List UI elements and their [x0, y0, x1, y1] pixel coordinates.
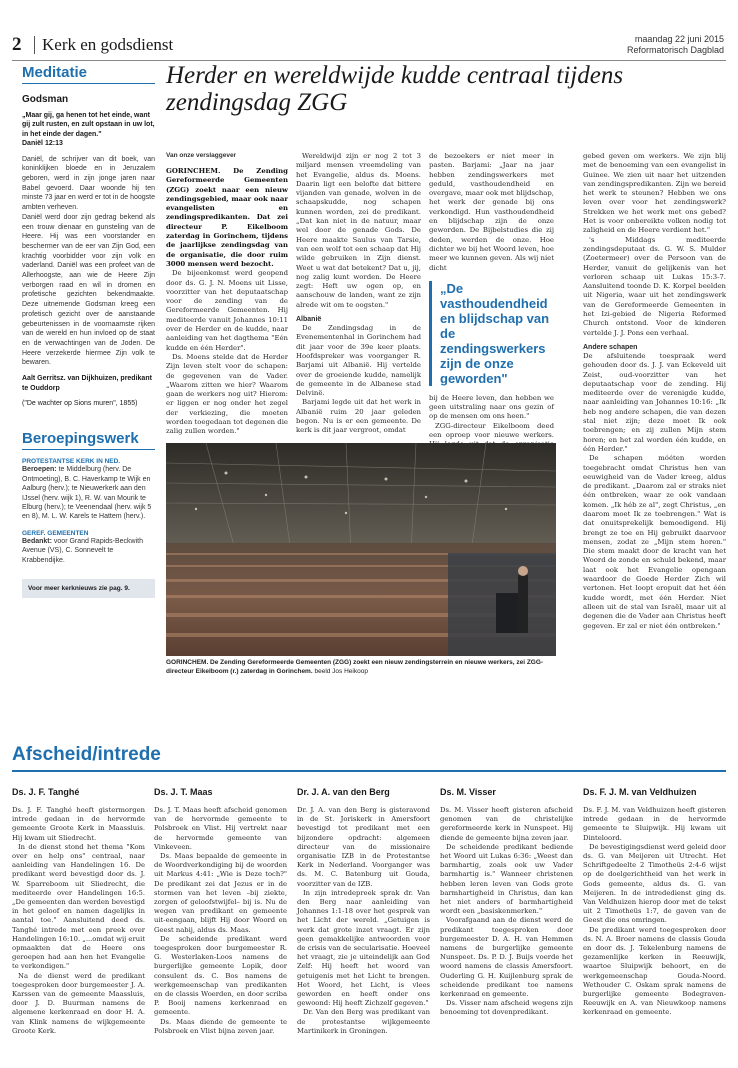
beroepingswerk-rule	[22, 449, 155, 450]
afscheid-paragraph: Ds. F. J. M. van Veldhuizen heeft gisteren intrede gedaan in de hervormde gemeente te Sluipwijk. Hij kwam uit Dinteloord.	[583, 806, 726, 842]
beroepingswerk-entry	[22, 537, 155, 565]
afscheid-column-4	[440, 787, 573, 1018]
meditatie-quote	[22, 111, 155, 149]
afscheid-column-2	[154, 787, 287, 1036]
afscheid-paragraph: Ds. M. Visser heeft gisteren afscheid genomen van de christelijke gereformeerde kerk in Nunspeet. Hij diende de gemeente bijna zeven jaar.	[440, 806, 573, 842]
afscheid-paragraph: De scheidende predikant werd toegesproken door burgemeester R. G. Westerlaken-Loos namens de burgerlijke gemeente Lopik, door consulent ds. C. Bos namens de werkgemeenschap van predikanten en de classis Woerden, en door scriba P. Booij namens kerkenraad en gemeente.	[154, 934, 287, 1017]
article-paragraph: ZGG-directeur Eikelboom deed een oproep voor nieuwe werkers.	[429, 421, 554, 440]
event-hall-photo	[166, 443, 556, 656]
afscheid-column-5	[583, 787, 726, 1018]
afscheid-column-1	[12, 787, 145, 1036]
afscheid-paragraph: Na de dienst werd de predikant toegesproken door burgemeester J. A. Karssen van de gemeente Maassluis, door J. D. Buurman namens de algemene kerkenraad en door H. A. van Klink namens de wijkgemeente Groote Kerk.	[12, 971, 145, 1035]
entry-label: Bedankt:	[22, 537, 52, 545]
entry-text: voor Grand Rapids-Beckwith Avenue (VS), C. Sonnevelt te Krabbendijke.	[22, 537, 143, 564]
meditatie-heading: Meditatie	[22, 64, 88, 81]
header-rule	[12, 60, 726, 61]
issue-date: maandag 22 juni 2015	[634, 34, 724, 44]
subhead-andere-schapen: Andere schapen	[583, 343, 638, 351]
afscheid-paragraph: Dr. J. A. van den Berg is gisteravond in de St. Joriskerk in Amersfoort bevestigd tot predikant met een bijzondere opdracht: algemeen directeur van de missionaire organisatie IZB in de Protestantse Kerk in Nederland. Voorganger was ds. M. C. Batenburg uit Gouda, voorzitter van de IZB.	[297, 806, 430, 888]
afscheid-paragraph: Dr. Van den Berg was predikant van de protestantse wijkgemeente Martinikerk in Groningen.	[297, 1008, 430, 1035]
header-divider	[34, 36, 35, 54]
meditatie-body	[22, 155, 155, 368]
article-paragraph: Ds. Moens stelde dat de Herder Zijn leven stelt voor de schapen: de gegevenen van de Vader. „Waarom zitten we hier? Waarom gaan de werkers nog uit? Hierom: er liggen er nog onder het zegel der verkiezing, die moeten worden toegedaan tot degenen die zalig zullen worden."	[166, 352, 288, 436]
pull-quote: „De vasthoudendheid en blijdschap van de zendingswerkers zijn de onze geworden"	[429, 281, 554, 386]
minister-name: Ds. F. J. M. van Veldhuizen	[583, 787, 697, 797]
article-lead: GORINCHEM. De Zending Gereformeerde Gemeenten (ZGG) zoekt naar een nieuw zendingsgebied, maar ook naar evangelisten en zendingspredikanten. Dat zei directeur P. Eikelboom zaterdag in Gorinchem, tijdens de jaarlijkse zendingsdag van de organisatie, die door ruim 3000 mensen werd bezocht.	[166, 167, 288, 268]
afscheid-paragraph: In zijn intredepreek sprak dr. Van den Berg naar aanleiding van Johannes 1:1-18 over het gesprek van het Licht der wereld. „Getuigen is werk dat grote inzet vraagt. Er zijn geen gemakkelijke antwoorden voor de crisis van de secularisatie. Hoeveel het vraagt, zie je uiteindelijk aan God Zelf: Hij heeft het woord van getuigenis met het Licht te brengen. Het Woord, het Licht, is vlees geworden en heeft onder ons gewoond: Hij heeft Zichzelf gegeven."	[297, 888, 430, 1008]
afscheid-column-3	[297, 787, 430, 1036]
sidebar	[22, 64, 155, 676]
afscheid-paragraph: Voorafgaand aan de dienst werd de predikant toegesproken door burgemeester D. A. H. van Hemmen namens de burgerlijke gemeente Nunspeet. Ds. P. D. J. Buijs voerde het woord namens de classis Amersfoort. Ouderling G. H. Kuijlenburg sprak de scheidende predikant toe namens kerkenraad en gemeente.	[440, 916, 573, 999]
meditatie-author: Aalt Gerritsz. van Dijkhuizen, predikant te Ouddorp	[22, 375, 152, 392]
article-column-4	[583, 152, 726, 631]
beroepingswerk-entry	[22, 465, 155, 521]
afscheid-rule	[12, 770, 726, 772]
minister-name: Ds. M. Visser	[440, 787, 496, 797]
photo-credit: beeld Jos Heikoop	[314, 667, 368, 675]
minister-name: Ds. J. T. Maas	[154, 787, 213, 797]
section-title: Kerk en godsdienst	[42, 35, 174, 54]
article-paragraph: 's Middags mediteerde zendingsdeputaat ds. G. W. S. Mulder (Zoetermeer) over de Persoon van de Herder, vanuit de gelijkenis van het verloren schaap uit Lukas 15:3-7. Aansluitend toonde D. K. Korpel beelden uit Nigeria, waar uit het zendingswerk van de Gereformeerde Gemeenten in het Izi-gebied de Nigeria Reformed Church ontstond. Voor de kinderen vertelde J. J. Pons een verhaal.	[583, 235, 726, 337]
meditatie-rule	[22, 83, 155, 84]
article-paragraph: De Zendingsdag in de Evenementenhal in Gorinchem had dit jaar voor de 39e keer plaats. Hoofdspreker was voorganger R. Barjami uit Albanië. Hij vertelde over de groeiende kudde, namelijk de gemeente in de Albanese stad Delvinë.	[296, 324, 421, 398]
afscheid-heading: Afscheid/intrede	[12, 744, 161, 765]
more-news-link[interactable]: Voor meer kerknieuws zie pag. 9.	[22, 579, 155, 598]
afscheid-paragraph: Ds. Visser nam afscheid wegens zijn benoeming tot dovenpredikant.	[440, 999, 573, 1017]
article-paragraph: gebed geven om werkers. We zijn blij met de benoeming van een evangelist in Guinee. We zien uit naar het uitzenden van zendingspredikanten. Zijn we bereid het werk te steunen? Hebben we ons leven over voor het zendingswerk? Strekken we het werk met ons gebed? Het is voor onbereikte volken nodig tot zaligheid en de Heere verdient het."	[583, 152, 726, 235]
photo-caption	[166, 659, 556, 676]
entry-label: Beroepen:	[22, 466, 57, 474]
afscheid-paragraph: Ds. J. F. Tanghé heeft gistermorgen intrede gedaan in de hervormde gemeente Groote Kerk in Maassluis. Hij kwam uit Sliedrecht.	[12, 806, 145, 842]
afscheid-paragraph: De predikant werd toegesproken door ds. N. A. Broer namens de classis Gouda en door ds. J. Tekelenburg namens de gezamenlijke kerken in Reeuwijk, waartoe Sluipwijk behoort, en de werkgemeenschap Gouda-Noord. Wethouder C. Oskam sprak namens de burgerlijke gemeente Bodegraven-Reeuwijk en A. van Nieuwkoop namens kerkenraad en gemeente.	[583, 925, 726, 1017]
quote-text: „Maar gij, ga henen tot het einde, want gij zult rusten, en zult opstaan in uw lot, in het einde der dagen."	[22, 112, 155, 138]
minister-name: Dr. J. A. van den Berg	[297, 787, 390, 797]
article-paragraph: de bezoekers er niet meer in pasten. Barjami: „Jaar na jaar hebben zendingswerkers met geduld, vasthoudendheid en overgave, maar ook met blijdschap, het werk der genade bij ons verkondigd. Hun vasthoudendheid en blijdschap zijn de onze geworden. De Bijbelstudies die zij deden, werden de onze. Hoe dichter we bij het Woord leven, hoe meer we kunnen geven. Als wij niet dicht	[429, 152, 554, 272]
article-paragraph: De bijeenkomst werd geopend door ds. G. J. N. Moens uit Lisse, voorzitter van het deputaatschap voor de zending van de Gereformeerde Gemeenten. Hij mediteerde vanuit Johannes 10:11 over de Herder en de kudde, naar aanleiding van het dagthema "Eén kudde en één Herder".	[166, 269, 288, 352]
newspaper-name: Reformatorisch Dagblad	[626, 45, 724, 55]
article-headline: Herder en wereldwijde kudde centraal tijdens zendingsdag ZGG	[166, 62, 624, 116]
church-name: GEREF. GEMEENTEN	[22, 529, 89, 537]
afscheid-paragraph: De bevestigingsdienst werd geleid door ds. G. van Meijeren uit Utrecht. Het Schriftgedeelte 2 Timotheüs 2:4-6 wijst op de doelgerichtheid van het werk in Gods gemeente, aldus ds. G. van Meijeren. In de intrededienst ging ds. Van Veldhuizen hierop door met de tekst uit 2 Timotheüs 1:7, de gaven van de Geest die ons omringen.	[583, 842, 726, 925]
minister-name: Ds. J. F. Tanghé	[12, 787, 80, 797]
meditatie-paragraph: Daniël werd door zijn gedrag bekend als een trouw dienaar en gunsteling van de Heere. Hij was een voorstander en beschermer van de eer van Zijn God, een krachtig voorbidder voor zijn volk en vaderland. Daniël was een profeet van de Allerhoogste, aan wie de Heere Zijn verborgen raad en wil in dromen en profetische gezichten bekendmaakte. Deze uitnemende Godsman kreeg een profetisch gezicht over de aanstaande gebeurtenissen in de voornaamste rijken van de wereld en hun invloed op de staat en de verwachtingen van de Joden. De Heere verzekerde hiermee Zijn volk te bewaren.	[22, 213, 155, 367]
beroepingswerk-heading: Beroepingswerk	[22, 430, 139, 448]
afscheid-paragraph: In de dienst stond het thema "Kom over en help ons" centraal, naar aanleiding van Handelingen 16. De predikant werd bevestigd door ds. J. W. Sparreboom uit Sliedrecht, die mediteerde over Handelingen 16:5. „De gemeenten dan werden bevestigd in het geloof en namen dagelijks in aantal toe." Aansluitend deed ds. Tanghé intrede met een preek over Handelingen 16:10. „...omdat wij eruit opmaakten dat de Heere ons geroepen had aan hen het Evangelie te verkondigen."	[12, 842, 145, 971]
article-paragraph: Barjami legde uit dat het werk in Albanië ruim 20 jaar geleden begon. Nu is er een gemeente. De kerk is dit jaar vergroot, omdat	[296, 398, 421, 435]
entry-text: te Middelburg (herv. De Ontmoeting), B. C. Haverkamp te Wijk en Aalburg (herv.); te Nieuwerkerk aan den IJssel (herv. wijk 1), R. W. van Mourik te Elburg (herv.); te Veenendaal (herv. wijk 5 en 8), M. L. W. Karels te Hattem (herv.).	[22, 466, 152, 521]
afscheid-paragraph: De scheidende predikant bediende het Woord uit Lukas 6:36: „Weest dan barmhartig, zoals ook uw Vader barmhartig is." Wanneer christenen hebben leren leven van Gods grote barmhartigheid in Christus, dan kan het niet anders of barmhartigheid wordt een „basiskenmerken."	[440, 842, 573, 916]
church-name: PROTESTANTSE KERK IN NED.	[22, 458, 121, 466]
header-dateline	[627, 34, 724, 56]
article-column-2	[296, 152, 421, 436]
article-column-3	[429, 152, 554, 487]
page-number: 2	[12, 34, 22, 55]
meditatie-title: Godsman	[22, 94, 69, 105]
subhead-albanie: Albanië	[296, 316, 322, 324]
meditatie-paragraph: Daniël, de schrijver van dit boek, van koninklijken bloede en in Jeruzalem geboren, werd in zijn jonge jaren naar Babel gevoerd. Daar woonde hij ten minste 73 jaar en werd er tot in de hoogste ambten verheven.	[22, 155, 155, 212]
article-paragraph: De afsluitende toespraak werd gehouden door ds. J. J. van Eckeveld uit Zeist, oud-voorzitter van het deputaatschap voor de zending. Hij mediteerde over de verenigde kudde, naar aanleiding van Johannes 10:16: „Ik heb nog andere schapen, die van dezen stal niet zijn; deze moet Ik ook toebrengen; en zij zullen Mijn stem horen; en het zal worden één kudde, en één Herder."	[583, 351, 726, 453]
article-byline: Van onze verslaggever	[166, 152, 237, 159]
article-paragraph: Wereldwijd zijn er nog 2 tot 3 miljard mensen vreemdeling van het Evangelie, aldus ds. Moens. Daarin ligt een belofte dat bittere vijanden van genade, wolven in de schaapskudde, nog schapen kunnen worden, zei de predikant. „Dat kan niet in de natuur, maar wel door de genade Gods. De Heere maakte Saulus van Tarsie, van een wolf tot een schaap dat Hij wilde gebruiken in Zijn dienst. Weet u wat dat betekent? Dat u, jij, nog zalig kunt worden. De Heere zegt: Heft uw ogen op, en aanschouw de landen, want ze zijn alrede wit om te oogsten."	[296, 152, 421, 309]
article-column-1	[166, 152, 288, 437]
meditatie-source: ("De wachter op Sions muren", 1855)	[22, 399, 138, 407]
article-paragraph: De schapen móéten worden toegebracht omdat Christus hen van eeuwigheid van de Vader kreeg, aldus de predikant. „Daarom zal er straks niet één ontbreken, waar ze ook vandaan komen. „Ik héb ze al", zegt Christus, „en daarom moet Ik ze toebrengen." Wat is dat onuitsprekelijk bemoedigend. Hij brengt ze toe en Hij gebruikt daarvoor mensen, zodat ze „Mijn stem horen." Die stem maakt door de kracht van het Woord de zonde en schuld bekend, maar laat ook het Evangelie opengaan waardoor de Goede Herder Zich wil vertonen. Het loopt eropuit dat het één kudde wordt, met één Herder. Niet alleen uit de stal van Israël, maar uit al degenen die de Vader aan Christus heeft gegeven. Er zal er niet één ontbreken."	[583, 454, 726, 630]
afscheid-paragraph: Ds. Maas diende de gemeente te Polsbroek en Vlist bijna zeven jaar.	[154, 1017, 287, 1035]
article-paragraph: bij de Heere leven, dan hebben we geen uitstraling naar ons gezin of op de mensen om ons heen."	[429, 393, 554, 421]
afscheid-paragraph: Ds. J. T. Maas heeft afscheid genomen van de hervormde gemeente te Polsbroek en Vlist. Hij vertrekt naar de hervormde gemeente van Vinkeveen.	[154, 806, 287, 851]
afscheid-paragraph: Ds. Maas bepaalde de gemeente in de Woordverkondiging bij de woorden uit Markus 4:41: „Wie is Deze toch?" De predikant zei dat Jezus er in de stormen van het leven –bij ziekte, zorgen of geloofstwijfel– bij is. Nu de wegen van predikant en gemeente uit-eengaan, blijft Hij door Woord en Geest nabij, aldus ds. Maas.	[154, 852, 287, 934]
article-photo[interactable]	[166, 443, 556, 656]
quote-reference: Daniël 12:13	[22, 140, 63, 148]
caption-text: GORINCHEM. De Zending Gereformeerde Gemeenten (ZGG) zoekt een nieuw zendingsterrein en nieuwe werkers, zei ZGG-directeur Eikelboom (r.) zaterdag in Gorinchem.	[166, 659, 544, 675]
